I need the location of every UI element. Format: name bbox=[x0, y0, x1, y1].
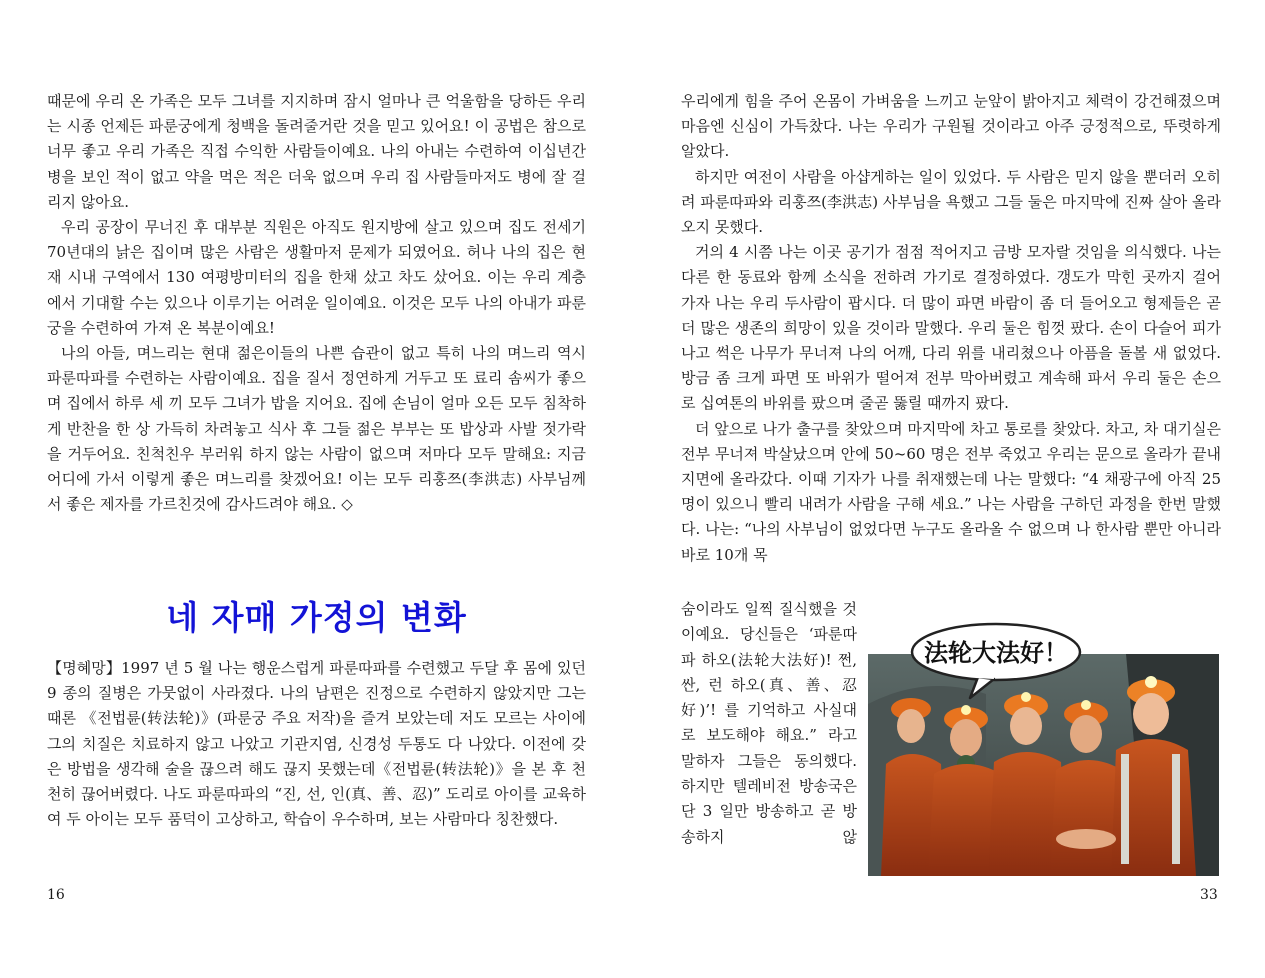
paragraph-1: 때문에 우리 온 가족은 모두 그녀를 지지하며 잠시 얼마나 큰 억울함을 당하든 우리는 시종 언제든 파룬궁에게 청백을 돌려줄거란 것을 믿고 있어요! 이 공법은 참으로 너무 좋고 우리 가족은 직접 수익한 사람들이예요. 나의 아내는 수련하여 이십년간 병을 보인 적이 없고 약을 먹은 적은 더욱 없으며 우리 집 사람들마저도 병에 잘 걸리지 않아요. bbox=[47, 92, 586, 211]
left-page bbox=[0, 0, 632, 978]
page-number-left: 16 bbox=[47, 887, 65, 903]
right-page-body bbox=[681, 89, 1221, 568]
page-number-right: 33 bbox=[1200, 887, 1218, 903]
miners-illustration bbox=[866, 614, 1221, 876]
left-page-body bbox=[47, 89, 586, 517]
speech-bubble-text: 法轮大法好！ bbox=[924, 639, 1068, 667]
article-body bbox=[47, 656, 586, 832]
paragraph-3: 나의 아들, 며느리는 현대 젊은이들의 나쁜 습관이 없고 특히 나의 며느리 역시 파룬따파를 수련하는 사람이예요. 집을 질서 정연하게 거두고 또 료리 솜씨가 좋으며 집에서 하루 세 끼 모두 그녀가 밥을 지어요. 집에 손님이 얼마 오든 모두 침착하게 반찬을 한 상 가득히 차려놓고 식사 후 그들 젊은 부부는 또 밥상과 사발 젓가락을 거두어요. 친척친우 부러워 하지 않는 사람이 없으며 저마다 모두 말해요: 지금 어디에 가서 이렇게 좋은 며느리를 찾겠어요! 이는 모두 리훙쯔(李洪志) 사부님께서 좋은 제자를 가르친것에 감사드려야 해요. ◇ bbox=[47, 344, 586, 514]
paragraph-r2: 하지만 여전이 사람을 아샵게하는 일이 있었다. 두 사람은 믿지 않을 뿐더러 오히려 파룬따파와 리훙쯔(李洪志) 사부님을 욕했고 그들 둘은 마지막에 진짜 살아 올라오지 못했다. bbox=[681, 167, 1221, 237]
wrapped-text-column bbox=[681, 597, 857, 850]
paragraph-2: 우리 공장이 무너진 후 대부분 직원은 아직도 원지방에 살고 있으며 집도 전세기 70년대의 낡은 집이며 많은 사람은 생활마저 문제가 되였어요. 허나 나의 집은 현재 시내 구역에서 130 여평방미터의 집을 한채 샀고 차도 샀어요. 이는 우리 계층에서 기대할 수는 있으나 이루기는 어려운 일이예요. 이것은 모두 나의 아내가 파룬궁을 수련하여 가져 온 복분이예요! bbox=[47, 218, 586, 337]
paragraph-r3: 거의 4 시쯤 나는 이곳 공기가 점점 적어지고 금방 모자랄 것임을 의식했다. 나는 다른 한 동료와 함께 소식을 전하려 가기로 결정하였다. 갱도가 막힌 곳까지 걸어 가자 나는 우리 두사람이 팝시다. 더 많이 파면 바람이 좀 더 들어오고 형제들은 곧 더 많은 생존의 희망이 있을 것이라 말했다. 우리 둘은 힘껏 팠다. 손이 다슬어 피가 나고 썩은 나무가 무너져 나의 어깨, 다리 위를 내리쳤으나 아픔을 돌볼 새 없었다. 방금 좀 크게 파면 또 바위가 떨어져 전부 막아버렸고 계속해 파서 우리 둘은 손으로 십여톤의 바위를 팠으며 줄곧 뚫릴 때까지 팠다. bbox=[681, 243, 1221, 413]
article-heading: 네 자매 가정의 변화 bbox=[166, 598, 467, 637]
wrapped-paragraph: 숨이라도 일찍 질식했을 것이예요. 당신들은 ‘파룬따파 하오(法轮大法好)! 쩐, 싼, 런 하오(真、善、忍好)’! 를 기억하고 사실대로 보도해야 해요.” 라고 말하자 그들은 동의했다. 하지만 텔레비전 방송국은 단 3 일만 방송하고 곧 방송하지 않 bbox=[681, 600, 857, 846]
paragraph-r1: 우리에게 힘을 주어 온몸이 가벼움을 느끼고 눈앞이 밝아지고 체력이 강건해졌으며 마음엔 신심이 가득찼다. 나는 우리가 구원될 것이라고 아주 긍정적으로, 뚜렷하게 알았다. bbox=[681, 92, 1221, 161]
article-paragraph: 【명혜망】1997 년 5 월 나는 행운스럽게 파룬따파를 수련했고 두달 후 몸에 있던 9 종의 질병은 가뭇없이 사라졌다. 나의 남편은 진정으로 수련하지 않았지만 그는 때론 《전법륜(转法轮)》(파룬궁 주요 저작)을 즐겨 보았는데 저도 모르는 사이에 그의 치질은 치료하지 않고 나았고 기관지염, 신경성 두통도 다 나았다. 이전에 갖은 방법을 생각해 술을 끊으려 해도 끊지 못했는데《전법륜(转法轮)》을 본 후 천천히 끊어버렸다. 나도 파룬따파의 “진, 선, 인(真、善、忍)” 도리로 아이를 교육하여 두 아이는 모두 품덕이 고상하고, 학습이 우수하며, 보는 사람마다 칭찬했다. bbox=[47, 659, 586, 829]
paragraph-r4: 더 앞으로 나가 출구를 찾았으며 마지막에 차고 통로를 찾았다. 차고, 차 대기실은 전부 무너져 박살났으며 안에 50~60 명은 전부 죽었고 우리는 문으로 올라가 끝내 지면에 올라갔다. 이때 기자가 나를 취재했는데 나는 말했다: “4 채광구에 아직 25 명이 있으니 빨리 내려가 사람을 구해 세요.” 나는 사람을 구하던 과정을 한번 말했다. 나는: “나의 사부님이 없었다면 누구도 올라올 수 없으며 나 한사람 뿐만 아니라 바로 10개 목 bbox=[681, 419, 1221, 564]
